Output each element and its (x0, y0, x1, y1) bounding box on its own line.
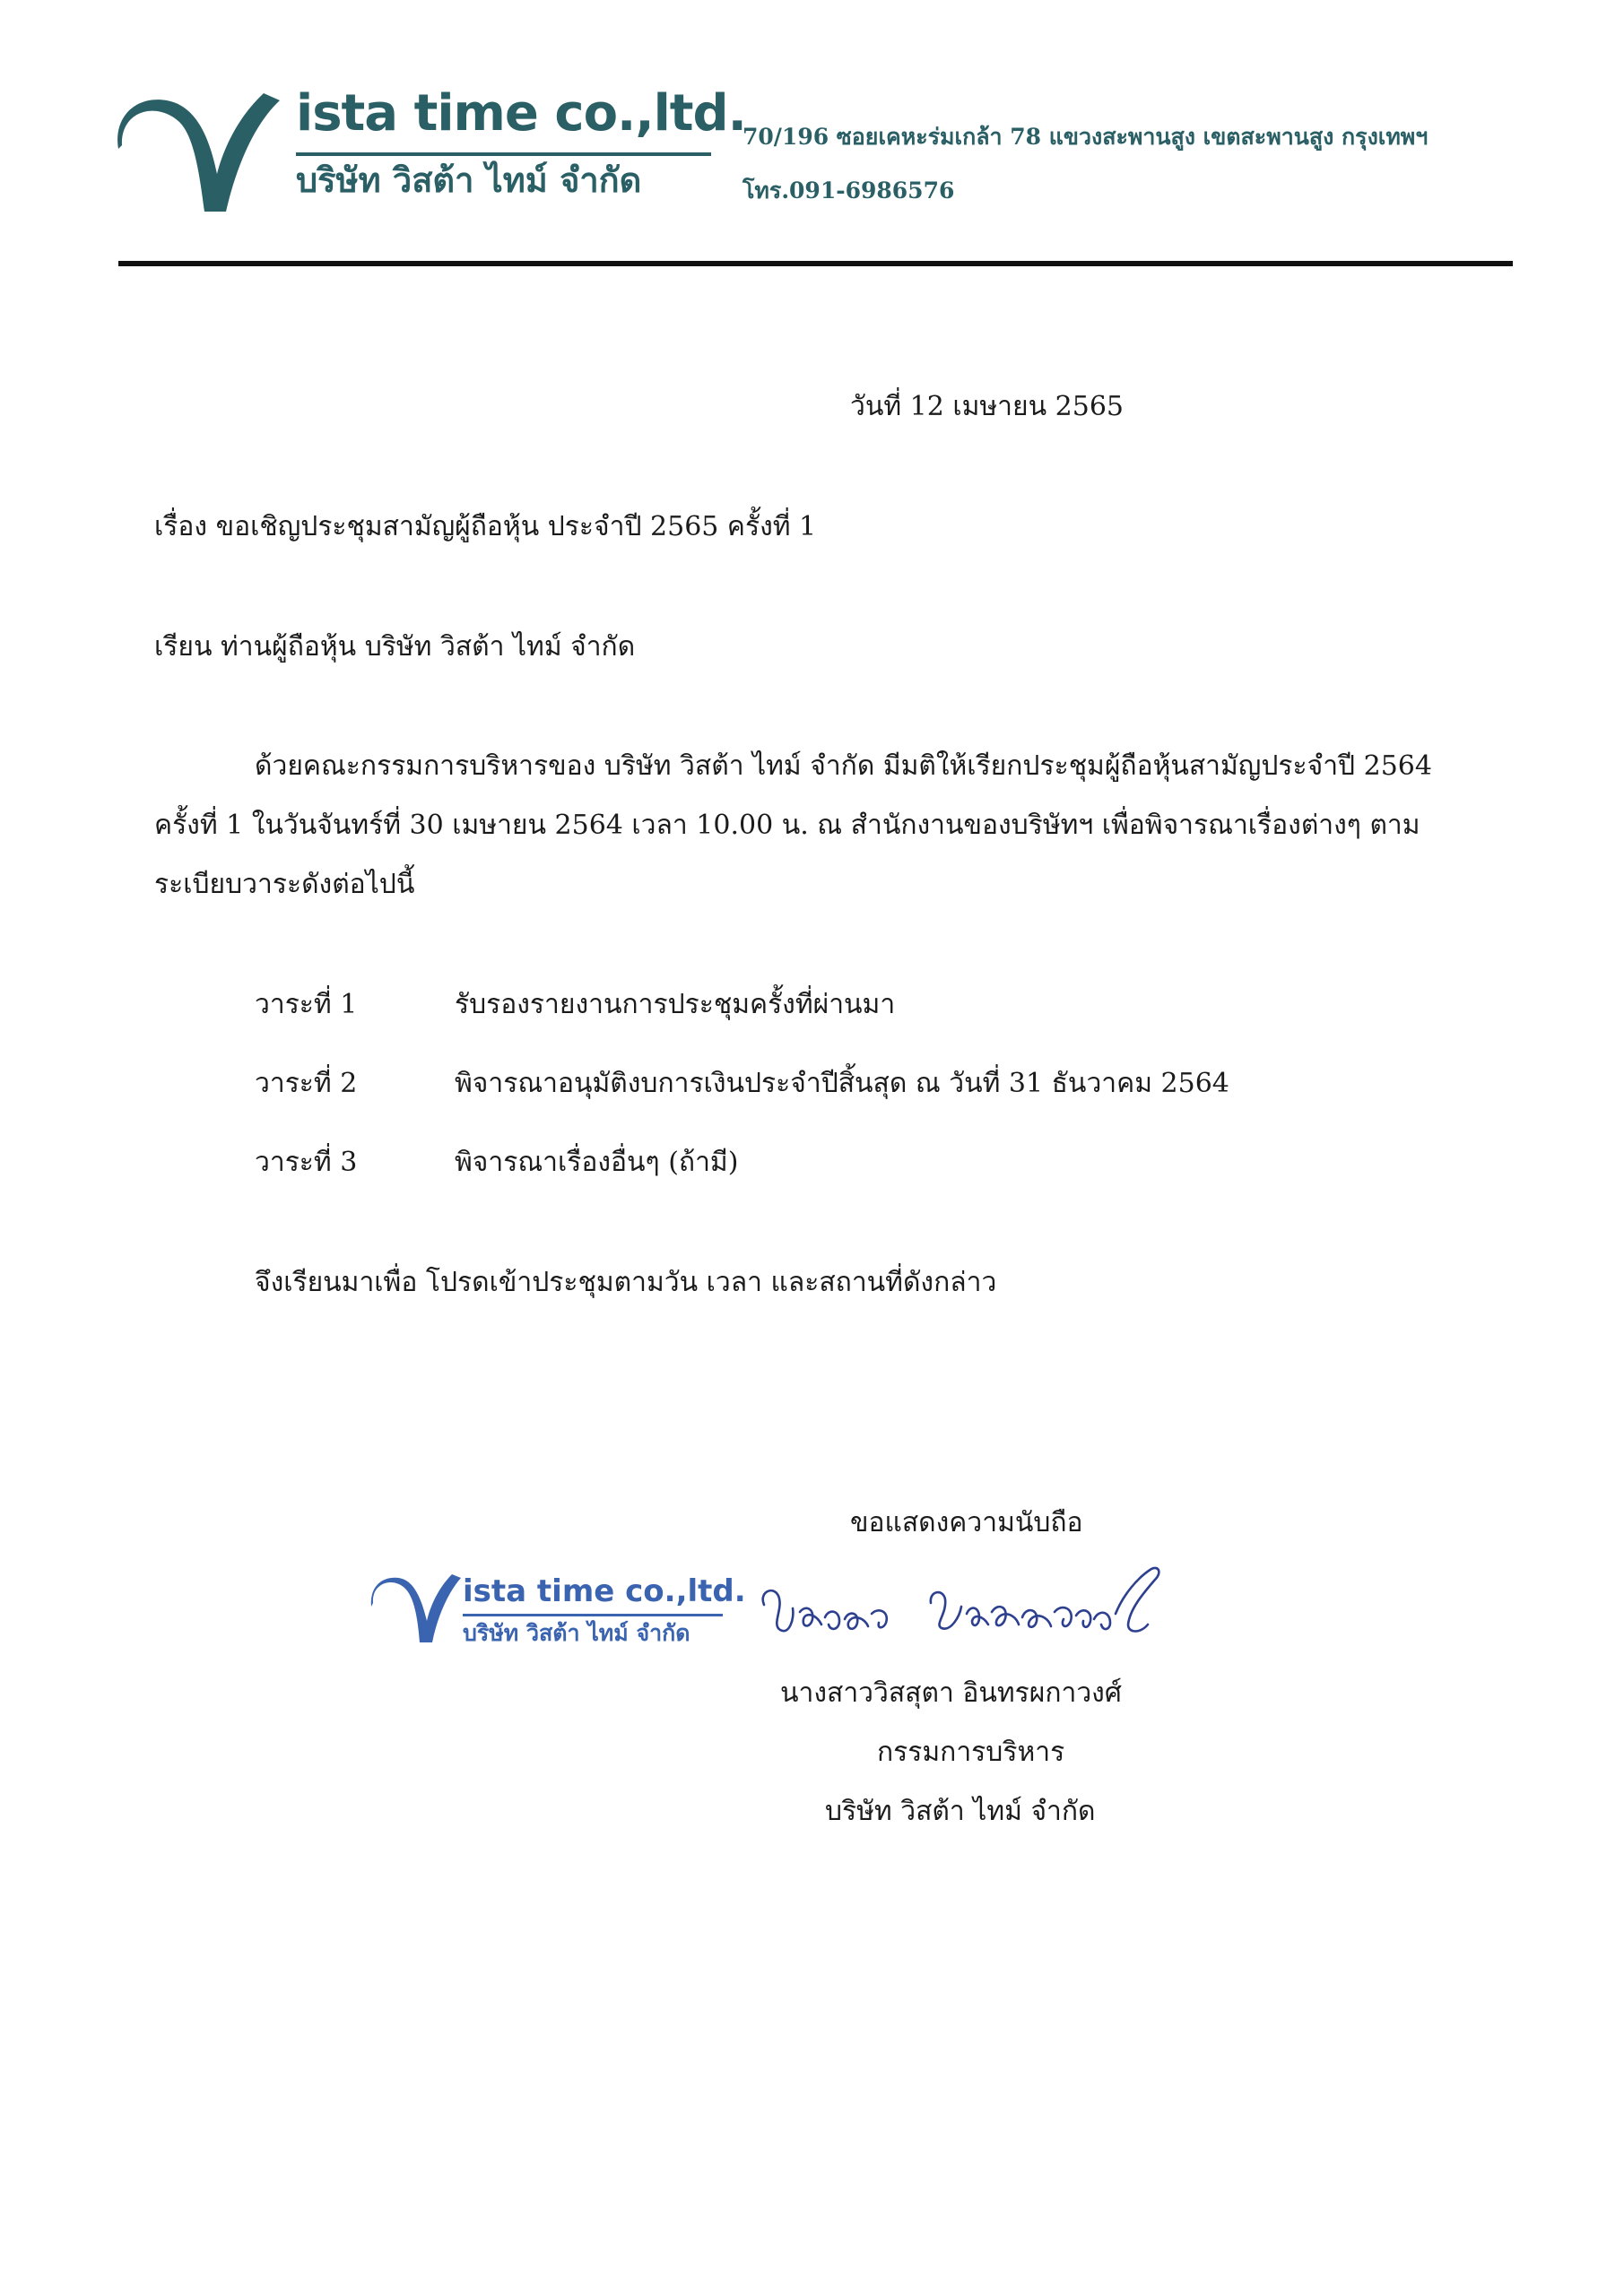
stamp-company-name-th: บริษัท วิสต้า ไทม์ จำกัด (463, 1620, 690, 1646)
signer-company: บริษัท วิสต้า ไทม์ จำกัด (825, 1796, 1096, 1827)
company-stamp-logo-icon (369, 1571, 463, 1646)
agenda-number: วาระที่ 2 (255, 1068, 358, 1099)
company-logo-icon (115, 88, 285, 221)
handwritten-signature (753, 1542, 1175, 1659)
body-line: ครั้งที่ 1 ในวันจันทร์ที่ 30 เมษายน 2564 เวลา 10.00 น. ณ สำนักงานของบริษัทฯ เพื่อพิจารณาเรื่องต่างๆ ตาม (154, 810, 1420, 841)
stamp-company-name-en: ista time co.,ltd. (463, 1573, 746, 1609)
letter-closing: จึงเรียนมาเพื่อ โปรดเข้าประชุมตามวัน เวลา และสถานที่ดังกล่าว (255, 1267, 997, 1298)
signer-name: นางสาววิสสุตา อินทรผกาวงศ์ (780, 1677, 1122, 1709)
body-line: ด้วยคณะกรรมการบริหารของ บริษัท วิสต้า ไทม์ จำกัด มีมติให้เรียกประชุมผู้ถือหุ้นสามัญประจำปี 2564 (255, 750, 1432, 782)
logo-underline (296, 152, 711, 156)
company-name-th: บริษัท วิสต้า ไทม์ จำกัด (296, 160, 642, 200)
header-divider (118, 261, 1513, 266)
letter-subject: เรื่อง ขอเชิญประชุมสามัญผู้ถือหุ้น ประจำปี 2565 ครั้งที่ 1 (154, 511, 817, 542)
agenda-text: รับรองรายงานการประชุมครั้งที่ผ่านมา (455, 989, 896, 1020)
agenda-text: พิจารณาเรื่องอื่นๆ (ถ้ามี) (455, 1147, 739, 1178)
body-line: ระเบียบวาระดังต่อไปนี้ (154, 869, 415, 900)
stamp-underline (463, 1614, 723, 1616)
company-address: 70/196 ซอยเคหะร่มเกล้า 78 แขวงสะพานสูง เขตสะพานสูง กรุงเทพฯ (743, 124, 1429, 150)
letter-date: วันที่ 12 เมษายน 2565 (850, 391, 1124, 422)
company-phone: โทร.091-6986576 (743, 178, 955, 204)
agenda-text: พิจารณาอนุมัติงบการเงินประจำปีสิ้นสุด ณ วันที่ 31 ธันวาคม 2564 (455, 1068, 1229, 1099)
agenda-number: วาระที่ 3 (255, 1147, 358, 1178)
company-name-en: ista time co.,ltd. (296, 84, 746, 143)
letter-salutation: เรียน ท่านผู้ถือหุ้น บริษัท วิสต้า ไทม์ จำกัด (154, 631, 636, 663)
agenda-number: วาระที่ 1 (255, 989, 358, 1020)
signer-title: กรรมการบริหาร (877, 1737, 1065, 1768)
letter-regards: ขอแสดงความนับถือ (850, 1507, 1083, 1538)
